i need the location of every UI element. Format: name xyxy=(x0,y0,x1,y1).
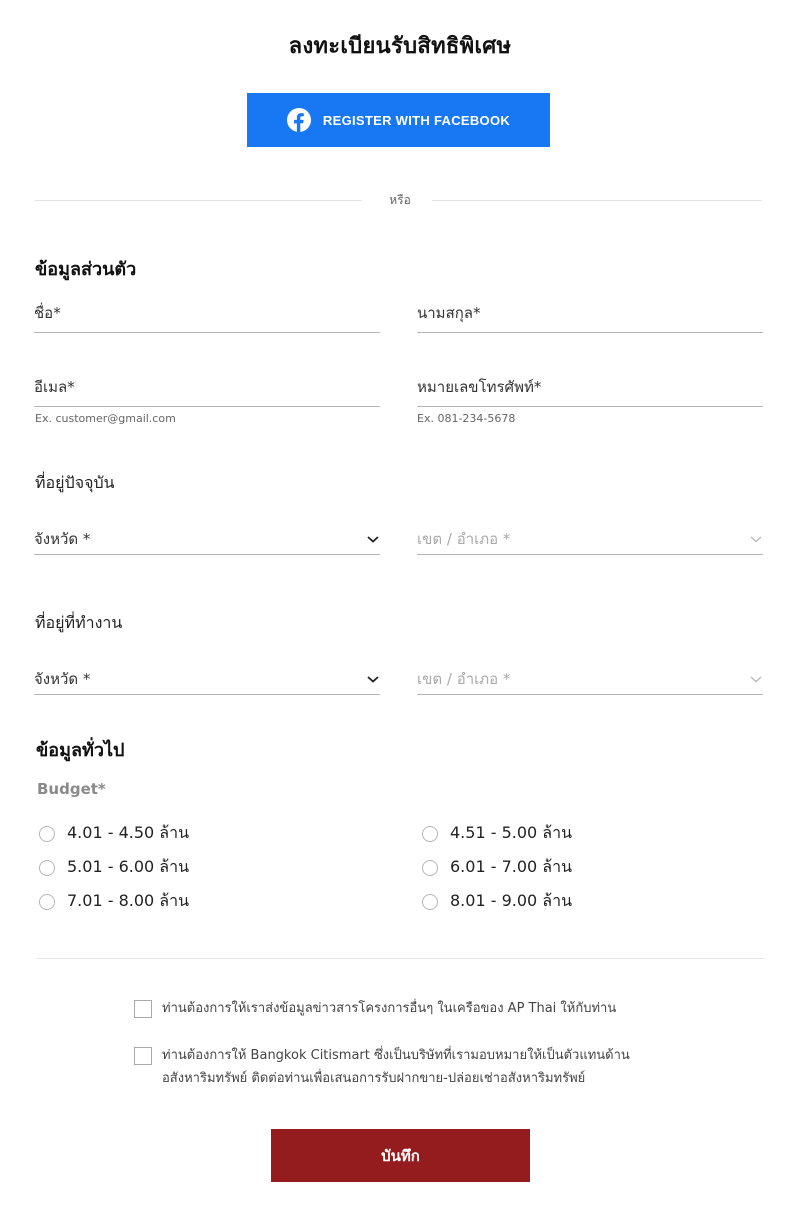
consent-citismart-line1: ท่านต้องการให้ Bangkok Citismart ซึ่งเป็นบริษัทที่เรามอบหมายให้เป็นตัวแทนด้าน xyxy=(162,1048,630,1063)
divider-right xyxy=(432,200,762,201)
current-district-value: เขต / อำเภอ * xyxy=(417,530,511,548)
radio-button[interactable] xyxy=(39,860,55,876)
consent-citismart-line2: อสังหาริมทรัพย์ ติดต่อท่านเพื่อเสนอการรับฝากขาย-ปล่อยเช่าอสังหาริมทรัพย์ xyxy=(162,1071,586,1086)
budget-option-5-01[interactable] xyxy=(39,855,189,880)
current-province-select[interactable] xyxy=(34,524,380,555)
work-address-heading: ที่อยู่ที่ทำงาน xyxy=(35,613,123,632)
page-title: ลงทะเบียนรับสิทธิพิเศษ xyxy=(288,34,512,59)
consent-news-text: ท่านต้องการให้เราส่งข้อมูลข่าวสารโครงการอื่นๆ ในเครือของ AP Thai ให้กับท่าน xyxy=(162,1001,617,1016)
phone-input[interactable] xyxy=(417,372,763,402)
consent-citismart-row[interactable] xyxy=(134,1047,630,1090)
first-name-input[interactable] xyxy=(34,298,380,328)
budget-option-label: 8.01 - 9.00 ล้าน xyxy=(450,891,573,910)
chevron-down-icon xyxy=(749,672,763,686)
consent-news-row[interactable] xyxy=(134,1000,616,1020)
budget-option-label: 4.01 - 4.50 ล้าน xyxy=(67,823,190,842)
work-province-value: จังหวัด * xyxy=(34,670,91,688)
current-province-value: จังหวัด * xyxy=(34,530,91,548)
budget-option-label: 5.01 - 6.00 ล้าน xyxy=(67,857,190,876)
work-district-select[interactable] xyxy=(417,664,763,695)
budget-label: Budget* xyxy=(37,780,106,798)
save-button[interactable] xyxy=(271,1129,530,1182)
consent-citismart-text xyxy=(162,1044,630,1090)
first-name-field[interactable] xyxy=(34,298,380,333)
consent-news-checkbox[interactable] xyxy=(134,1000,152,1018)
budget-option-4-01[interactable] xyxy=(39,821,189,846)
last-name-field[interactable] xyxy=(417,298,763,333)
current-address-heading: ที่อยู่ปัจจุบัน xyxy=(35,473,115,492)
phone-field[interactable] xyxy=(417,372,763,407)
consent-citismart-checkbox[interactable] xyxy=(134,1047,152,1065)
radio-button[interactable] xyxy=(39,826,55,842)
section-divider xyxy=(37,958,765,959)
save-button-label: บันทึก xyxy=(381,1146,420,1165)
chevron-down-icon xyxy=(366,672,380,686)
email-input[interactable] xyxy=(34,372,380,402)
radio-button[interactable] xyxy=(422,860,438,876)
budget-option-4-51[interactable] xyxy=(422,821,572,846)
or-divider-text: หรือ xyxy=(389,193,411,207)
budget-option-label: 6.01 - 7.00 ล้าน xyxy=(450,857,573,876)
work-province-select[interactable] xyxy=(34,664,380,695)
facebook-icon xyxy=(287,108,311,132)
email-hint: Ex. customer@gmail.com xyxy=(35,412,176,425)
budget-option-label: 7.01 - 8.00 ล้าน xyxy=(67,891,190,910)
last-name-input[interactable] xyxy=(417,298,763,328)
personal-info-heading: ข้อมูลส่วนตัว xyxy=(35,259,137,280)
budget-option-7-01[interactable] xyxy=(39,889,189,914)
budget-option-label: 4.51 - 5.00 ล้าน xyxy=(450,823,573,842)
work-district-value: เขต / อำเภอ * xyxy=(417,670,511,688)
email-field[interactable] xyxy=(34,372,380,407)
phone-hint: Ex. 081-234-5678 xyxy=(417,412,516,425)
radio-button[interactable] xyxy=(422,894,438,910)
budget-option-8-01[interactable] xyxy=(422,889,572,914)
register-facebook-label: REGISTER WITH FACEBOOK xyxy=(322,112,511,128)
general-info-heading: ข้อมูลทั่วไป xyxy=(36,740,125,761)
budget-option-6-01[interactable] xyxy=(422,855,572,880)
radio-button[interactable] xyxy=(39,894,55,910)
chevron-down-icon xyxy=(749,532,763,546)
current-district-select[interactable] xyxy=(417,524,763,555)
radio-button[interactable] xyxy=(422,826,438,842)
register-facebook-button[interactable] xyxy=(247,93,550,147)
chevron-down-icon xyxy=(366,532,380,546)
